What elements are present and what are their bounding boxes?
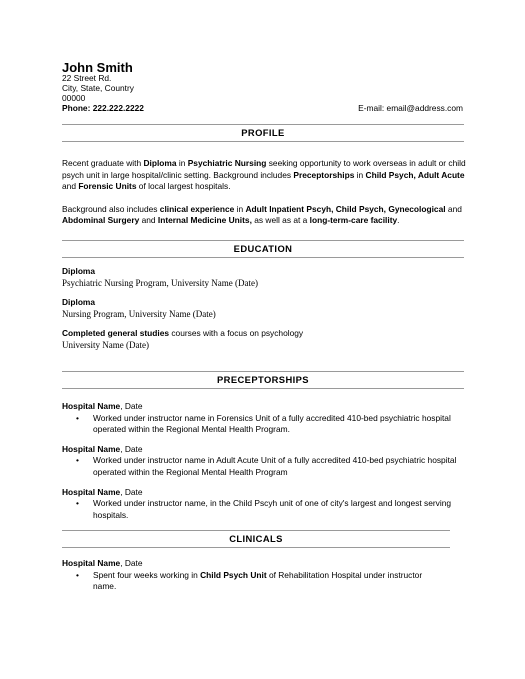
candidate-name: John Smith — [62, 60, 133, 75]
text-run: Recent graduate with — [62, 158, 144, 168]
bold-text-run: Adult Inpatient Pscyh, Child Psych, Gynecological — [245, 203, 446, 214]
general-studies-school: University Name (Date) — [62, 339, 149, 350]
list-item: • Spent four weeks working in Child Psych Unit of Rehabilitation Hospital under instructor name. — [76, 569, 423, 592]
bullet-icon: • — [76, 455, 79, 466]
preceptorships-section — [62, 401, 466, 521]
bold-text-run: Psychiatric Nursing — [187, 158, 267, 168]
text-run: seeking opportunity to work overseas in adult or child psych unit in large hospital/clinic setting. Background includes — [62, 158, 466, 180]
contact-info — [62, 73, 467, 113]
general-studies: Completed general studies courses with a focus on psychology — [62, 328, 304, 339]
education-section — [62, 266, 466, 352]
bullet-icon: • — [76, 412, 79, 423]
clinicals-section — [62, 558, 466, 593]
preceptorship-entry — [62, 444, 466, 479]
bold-text-run: Internal Medicine Units, — [157, 215, 252, 226]
list-item: • Worked under instructor name in Forensics Unit of a fully accredited 410-bed psychiatric hospital operated within the Regional Mental Health Program. — [76, 412, 451, 435]
profile-paragraph-2 — [62, 204, 466, 227]
city-state-country: City, State, Country — [62, 83, 134, 93]
clinicals-heading: CLINICALS — [62, 530, 450, 548]
street-address: 22 Street Rd. — [62, 73, 112, 83]
email-address: email@address.com — [386, 103, 463, 113]
text-run: Background also includes — [62, 203, 160, 214]
diploma-program: Nursing Program, University Name (Date) — [62, 308, 216, 319]
hospital-line: Hospital Name, Date — [62, 401, 143, 411]
diploma-program: Psychiatric Nursing Program, University Name (Date) — [62, 277, 258, 288]
text-run: as well as at a — [251, 215, 310, 226]
bold-text-run: Forensic Units — [78, 181, 137, 192]
postal-code: 00000 — [62, 93, 86, 103]
education-heading: EDUCATION — [62, 240, 464, 258]
text-run: . — [397, 215, 400, 226]
bold-text-run: Child Psych, Adult Acute — [365, 169, 465, 180]
education-entry — [62, 297, 466, 320]
phone-label: Phone: — [62, 103, 91, 113]
hospital-line: Hospital Name, Date — [62, 558, 143, 568]
preceptorships-heading: PRECEPTORSHIPS — [62, 371, 464, 389]
text-run: and — [139, 215, 158, 226]
text-run: in — [176, 158, 188, 168]
text-run: and — [445, 203, 462, 214]
email-label: E-mail: — [358, 103, 385, 113]
bold-text-run: Abdominal Surgery — [62, 215, 140, 226]
text-run: in — [234, 203, 246, 214]
hospital-line: Hospital Name, Date — [62, 486, 143, 497]
profile-paragraph-1 — [62, 158, 466, 193]
bullet-icon: • — [76, 498, 79, 509]
profile-section — [62, 158, 466, 227]
diploma-title: Diploma — [62, 297, 96, 308]
diploma-title: Diploma — [62, 266, 96, 276]
list-item: • Worked under instructor name in Adult Acute Unit of a fully accredited 410-bed psychiatric hospital operated within the Regional Mental Health Program — [76, 455, 457, 477]
clinical-entry — [62, 558, 466, 593]
education-entry — [62, 328, 466, 351]
preceptorship-entry — [62, 401, 466, 436]
bold-text-run: long-term-care facility — [309, 215, 398, 226]
hospital-line: Hospital Name, Date — [62, 443, 143, 454]
list-item: • Worked under instructor name, in the Child Pscyh unit of one of city's largest and longest serving hospitals. — [76, 498, 452, 520]
text-run: of local largest hospitals. — [136, 181, 231, 192]
education-entry — [62, 266, 466, 289]
bold-text-run: Preceptorships — [293, 169, 355, 180]
bold-text-run: clinical experience — [159, 203, 235, 214]
text-run: in — [354, 169, 366, 180]
phone-number: 222.222.2222 — [92, 103, 144, 113]
phone-email-row — [62, 103, 467, 113]
bold-text-run: Diploma — [143, 158, 177, 168]
email-line — [358, 103, 463, 113]
profile-heading: PROFILE — [62, 124, 464, 142]
bullet-icon: • — [76, 569, 79, 580]
text-run: and — [62, 181, 79, 192]
preceptorship-entry — [62, 487, 466, 522]
